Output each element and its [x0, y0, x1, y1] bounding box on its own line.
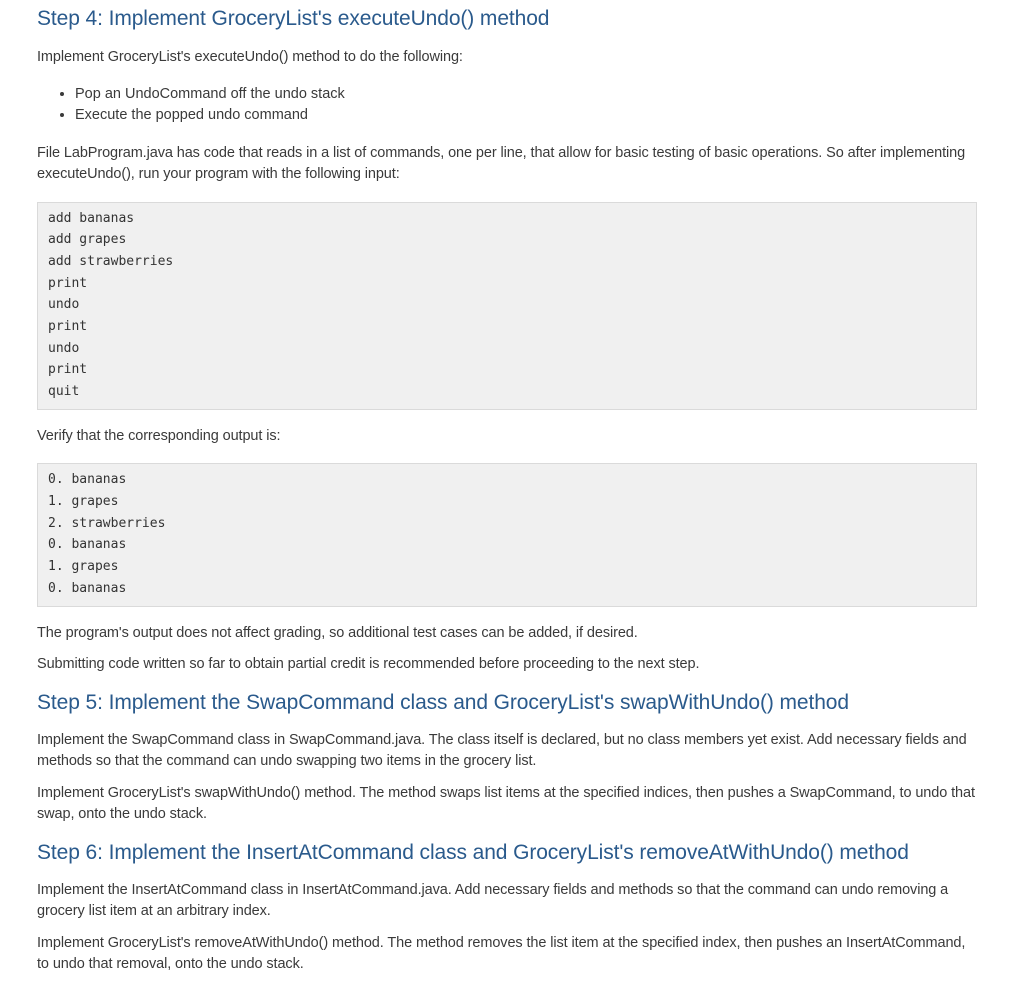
code-line: print	[48, 275, 88, 291]
step6-paragraph-1: Implement the InsertAtCommand class in InsertAtCommand.java. Add necessary fields and methods so that the command can undo removing a grocery list item at an arbitrary index.	[37, 881, 949, 920]
submit-note: Submitting code written so far to obtain partial credit is recommended before proceeding to the next step.	[37, 656, 700, 673]
step5-heading: Step 5: Implement the SwapCommand class and GroceryList's swapWithUndo() method	[37, 690, 849, 714]
step4-bullet-list	[37, 84, 977, 127]
step5-paragraph-2: Implement GroceryList's swapWithUndo() method. The method swaps list items at the specified indices, then pushes a SwapCommand, to undo that swap, onto the undo stack.	[37, 784, 975, 823]
step5-paragraph-1: Implement the SwapCommand class in SwapCommand.java. The class itself is declared, but no class members yet exist. Add necessary fields and methods so that the command can undo swapping two items in the grocery list.	[37, 731, 967, 770]
verify-text: Verify that the corresponding output is:	[37, 427, 281, 444]
code-line: add bananas	[48, 210, 135, 226]
input-code-block	[37, 202, 977, 410]
step6-heading: Step 6: Implement the InsertAtCommand class and GroceryList's removeAtWithUndo() method	[37, 840, 909, 864]
code-line: print	[48, 362, 88, 378]
code-line: 0. bananas	[48, 580, 127, 596]
code-line: undo	[48, 340, 80, 356]
grading-note: The program's output does not affect grading, so additional test cases can be added, if desired.	[37, 624, 638, 641]
code-line: print	[48, 319, 88, 335]
output-code-block	[37, 463, 977, 606]
code-line: 0. bananas	[48, 537, 127, 553]
code-line: 0. bananas	[48, 472, 127, 488]
step4-file-paragraph: File LabProgram.java has code that reads in a list of commands, one per line, that allow for basic testing of basic operations. So after implementing executeUndo(), run your program with the following input:	[37, 144, 966, 182]
code-line: quit	[48, 384, 80, 400]
code-line: add strawberries	[48, 253, 174, 269]
code-line: 1. grapes	[48, 494, 119, 510]
code-line: 1. grapes	[48, 559, 119, 575]
code-line: add grapes	[48, 232, 127, 248]
bullet-item: • Pop an UndoCommand off the undo stack	[75, 84, 977, 106]
code-line: undo	[48, 297, 80, 313]
code-line: 2. strawberries	[48, 515, 166, 531]
bullet-item: • Execute the popped undo command	[75, 105, 977, 127]
step6-paragraph-2: Implement GroceryList's removeAtWithUndo() method. The method removes the list item at the specified index, then pushes an InsertAtCommand, to undo that removal, onto the undo stack.	[37, 934, 966, 973]
step4-intro: Implement GroceryList's executeUndo() method to do the following:	[37, 49, 463, 65]
document-body	[37, 0, 977, 976]
step4-heading: Step 4: Implement GroceryList's executeUndo() method	[37, 7, 550, 30]
